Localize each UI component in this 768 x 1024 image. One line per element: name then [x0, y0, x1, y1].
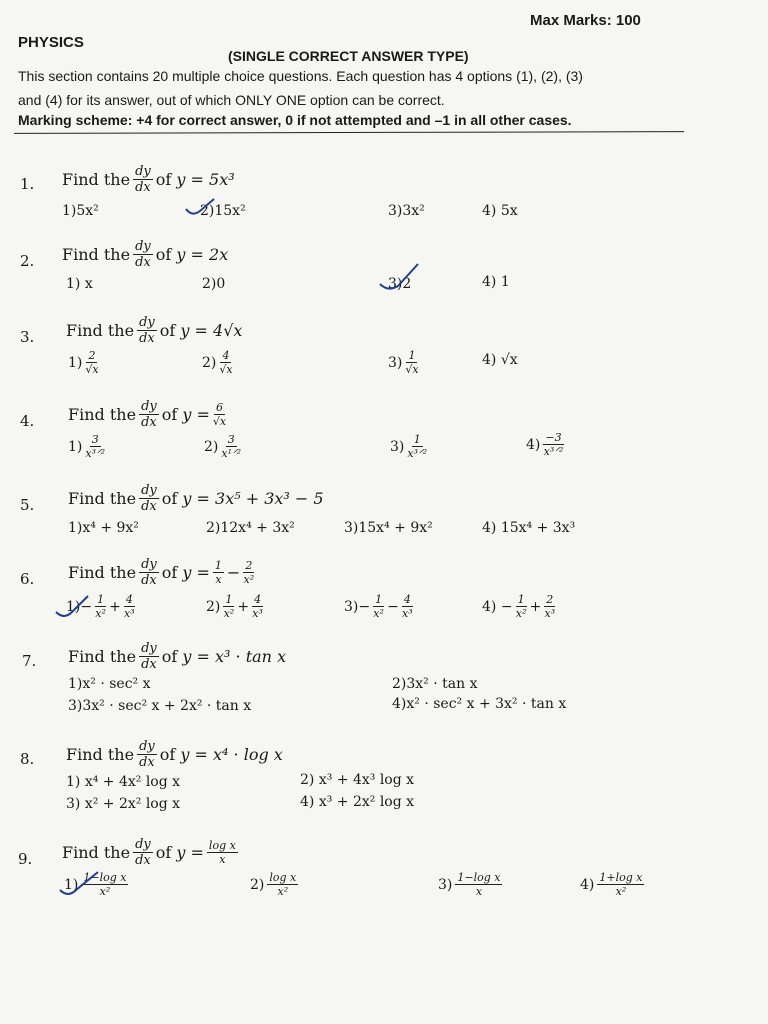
derivative-fraction [139, 558, 159, 587]
question-text [66, 316, 242, 345]
option-4[interactable] [580, 872, 647, 897]
option-label: 1)− [66, 598, 93, 615]
option-4[interactable]: 4) x³ + 2x² log x [300, 794, 415, 810]
find-the-label: Find the [62, 843, 131, 862]
denominator: x³ᐟ² [407, 447, 428, 460]
option-1[interactable]: 1) x⁴ + 4x² log x [66, 774, 181, 790]
numerator: 2 [245, 559, 253, 572]
option-4[interactable]: 4) √x [482, 352, 518, 368]
option-label: 2) [204, 438, 219, 455]
of-label: of [155, 170, 172, 189]
option-3[interactable]: 3)3x² · sec² x + 2x² · tan x [68, 698, 252, 714]
plus-sign: + [109, 598, 121, 615]
dy: dy [141, 483, 157, 498]
dx: dx [135, 180, 151, 195]
option-3[interactable] [390, 434, 430, 459]
marking-scheme: Marking scheme: +4 for correct answer, 0 if not attempted and –1 in all other cases. [18, 112, 572, 128]
instruction-line-1: This section contains 20 multiple choice questions. Each question has 4 options (1), (2), (3) [18, 68, 583, 84]
numerator: 1−log x [457, 871, 501, 884]
numerator: 3 [91, 433, 99, 446]
derivative-fraction [139, 642, 159, 671]
denominator: √x [212, 415, 227, 428]
option-3[interactable]: 3)3x² [388, 203, 425, 219]
option-1[interactable]: 1)x² · sec² x [68, 676, 151, 692]
option-fraction [223, 594, 234, 619]
find-the-label: Find the [68, 647, 137, 666]
option-3[interactable]: 3) x² + 2x² log x [66, 796, 181, 812]
option-fraction [455, 872, 502, 897]
max-marks: Max Marks: 100 [530, 12, 641, 29]
dx: dx [139, 755, 155, 770]
derivative-fraction [133, 165, 153, 194]
question-text [68, 484, 324, 513]
option-label: 2) [250, 876, 265, 893]
option-2[interactable] [206, 594, 266, 619]
pen-mark-icon [184, 195, 224, 223]
numerator: 4 [254, 593, 262, 606]
dx: dx [141, 657, 157, 672]
numerator: 4 [222, 349, 230, 362]
denominator: x³ [124, 607, 135, 620]
option-3[interactable] [438, 872, 505, 897]
find-the-label: Find the [68, 489, 137, 508]
dx: dx [141, 573, 157, 588]
dy: dy [139, 739, 155, 754]
numerator: 1 [214, 559, 222, 572]
numerator: 1 [97, 593, 105, 606]
option-3[interactable]: 3)15x⁴ + 9x² [344, 520, 433, 536]
function: y = [182, 563, 210, 582]
function-fraction [213, 560, 224, 585]
derivative-fraction [137, 316, 157, 345]
function: y = x⁴ · log x [180, 745, 283, 764]
denominator: √x [85, 363, 99, 376]
option-fraction [597, 872, 644, 897]
pen-mark-icon [58, 870, 102, 902]
option-label: 4) − [482, 598, 513, 615]
question-text [68, 400, 229, 429]
denominator: x² [277, 885, 289, 898]
question-text [62, 838, 241, 867]
find-the-label: Find the [66, 745, 135, 764]
instruction-line-2: and (4) for its answer, out of which ONLY ONE option can be correct. [18, 92, 445, 108]
option-2[interactable] [250, 872, 301, 897]
numerator: 6 [216, 401, 224, 414]
option-fraction [373, 594, 384, 619]
option-2[interactable]: 2)15x² [200, 203, 246, 219]
numerator: 1 [375, 593, 383, 606]
function: y = [176, 843, 204, 862]
derivative-fraction [137, 740, 157, 769]
plus-sign: + [529, 598, 542, 615]
option-2[interactable]: 2)12x⁴ + 3x² [206, 520, 295, 536]
option-2[interactable]: 2)3x² · tan x [392, 676, 478, 692]
dy: dy [141, 557, 157, 572]
option-2[interactable]: 2)0 [202, 276, 226, 292]
dx: dx [135, 255, 151, 270]
dy: dy [135, 164, 151, 179]
option-3[interactable] [388, 350, 422, 375]
question-number: 9. [18, 850, 33, 868]
option-label: 2) [206, 598, 221, 615]
of-label: of [161, 647, 178, 666]
question-text [62, 240, 228, 269]
find-the-label: Find the [68, 405, 137, 424]
option-1[interactable]: 1)x⁴ + 9x² [68, 520, 139, 536]
option-fraction [95, 594, 106, 619]
denominator: x³ [402, 607, 413, 620]
question-number: 5. [20, 496, 35, 514]
function: y = [182, 405, 210, 424]
denominator: x² [515, 607, 527, 620]
denominator: x² [615, 885, 627, 898]
option-2[interactable] [202, 350, 236, 375]
of-label: of [159, 745, 176, 764]
option-label: 2) [202, 354, 217, 371]
numerator: 1−log x [83, 871, 127, 884]
option-label: 3)− [344, 598, 371, 615]
derivative-fraction [133, 838, 153, 867]
option-fraction [516, 594, 527, 619]
find-the-label: Find the [66, 321, 135, 340]
option-label: 3) [390, 438, 405, 455]
question-number: 8. [20, 750, 35, 768]
derivative-fraction [139, 484, 159, 513]
option-fraction [405, 350, 418, 375]
question-text [68, 642, 286, 671]
denominator: x [219, 853, 226, 866]
find-the-label: Find the [62, 170, 131, 189]
function: y = 4√x [180, 321, 243, 340]
derivative-fraction [133, 240, 153, 269]
minus-sign: − [387, 598, 399, 615]
denominator: x² [95, 607, 106, 620]
denominator: x [475, 885, 483, 898]
function-fraction [243, 560, 254, 585]
option-fraction [543, 432, 563, 457]
option-fraction [85, 350, 98, 375]
numerator: 1 [225, 593, 233, 606]
dy: dy [141, 399, 157, 414]
option-label: 1) [64, 876, 79, 893]
option-fraction [221, 434, 241, 459]
option-fraction [252, 594, 263, 619]
denominator: x² [99, 885, 111, 898]
option-1[interactable]: 1) x [66, 276, 93, 292]
dy: dy [139, 315, 155, 330]
of-label: of [161, 563, 178, 582]
option-2[interactable] [204, 434, 244, 459]
option-fraction [544, 594, 555, 619]
dx: dx [141, 415, 157, 430]
dy: dy [135, 239, 151, 254]
option-fraction [85, 434, 105, 459]
option-label: 3) [438, 876, 453, 893]
numerator: 4 [125, 593, 133, 606]
derivative-fraction [139, 400, 159, 429]
function-fraction [213, 402, 226, 427]
option-fraction [219, 350, 232, 375]
minus-sign: − [226, 563, 241, 582]
function: y = x³ · tan x [182, 647, 287, 666]
denominator: x [215, 573, 222, 586]
option-label: 3) [388, 354, 403, 371]
option-4[interactable]: 4) 15x⁴ + 3x³ [482, 520, 576, 536]
question-number: 7. [22, 652, 37, 670]
function: y = 5x³ [176, 170, 235, 189]
numerator: 2 [546, 593, 554, 606]
of-label: of [155, 843, 172, 862]
question-text [68, 558, 257, 587]
function: y = 3x⁵ + 3x³ − 5 [182, 489, 324, 508]
option-fraction [124, 594, 135, 619]
denominator: x³ [252, 607, 263, 620]
question-number: 1. [20, 175, 35, 193]
denominator: x² [243, 573, 255, 586]
denominator: x³ᐟ² [85, 447, 106, 460]
denominator: x³ [544, 607, 556, 620]
option-3[interactable]: 3)2 [388, 276, 412, 292]
denominator: x¹ᐟ² [221, 447, 242, 460]
option-1[interactable]: 1)5x² [62, 203, 99, 219]
dy: dy [141, 641, 157, 656]
numerator: 1 [413, 433, 421, 446]
subject-title: PHYSICS [18, 34, 84, 51]
option-4[interactable] [482, 594, 558, 619]
denominator: √x [219, 363, 233, 376]
denominator: x³ᐟ² [543, 445, 564, 458]
denominator: x² [373, 607, 384, 620]
plus-sign: + [237, 598, 250, 615]
option-fraction [407, 434, 427, 459]
option-4[interactable]: 4) 1 [482, 274, 510, 290]
pen-mark-icon [376, 262, 426, 300]
question-number: 2. [20, 252, 35, 270]
option-4[interactable]: 4) 5x [482, 203, 518, 219]
question-number: 4. [20, 412, 35, 430]
option-label: 4) [526, 436, 541, 453]
numerator: 3 [227, 433, 235, 446]
numerator: 4 [403, 593, 411, 606]
dy: dy [135, 837, 151, 852]
numerator: 2 [88, 349, 96, 362]
numerator: 1 [408, 349, 416, 362]
pen-mark-icon [54, 594, 94, 626]
of-label: of [159, 321, 176, 340]
option-1[interactable] [68, 434, 108, 459]
find-the-label: Find the [68, 563, 137, 582]
section-type: (SINGLE CORRECT ANSWER TYPE) [228, 48, 469, 64]
dx: dx [141, 499, 157, 514]
question-number: 6. [20, 570, 35, 588]
denominator: √x [405, 363, 419, 376]
option-label: 4) [580, 876, 595, 893]
numerator: log x [269, 871, 297, 884]
question-text [66, 740, 283, 769]
function-fraction [207, 840, 238, 865]
header-divider [14, 131, 684, 134]
option-fraction [267, 872, 298, 897]
dx: dx [139, 331, 155, 346]
numerator: 1 [517, 593, 525, 606]
function: y = 2x [176, 245, 229, 264]
of-label: of [155, 245, 172, 264]
of-label: of [161, 405, 178, 424]
option-1[interactable] [68, 350, 102, 375]
option-label: 1) [68, 354, 83, 371]
option-3[interactable] [344, 594, 416, 619]
option-2[interactable]: 2) x³ + 4x³ log x [300, 772, 415, 788]
numerator: 1+log x [599, 871, 643, 884]
question-text [62, 165, 235, 194]
find-the-label: Find the [62, 245, 131, 264]
numerator: −3 [545, 431, 562, 444]
dx: dx [135, 853, 151, 868]
option-fraction [402, 594, 413, 619]
option-4[interactable]: 4)x² · sec² x + 3x² · tan x [392, 696, 567, 712]
option-4[interactable] [526, 432, 567, 457]
numerator: log x [208, 839, 236, 852]
option-label: 1) [68, 438, 83, 455]
question-number: 3. [20, 328, 35, 346]
of-label: of [161, 489, 178, 508]
denominator: x² [223, 607, 235, 620]
